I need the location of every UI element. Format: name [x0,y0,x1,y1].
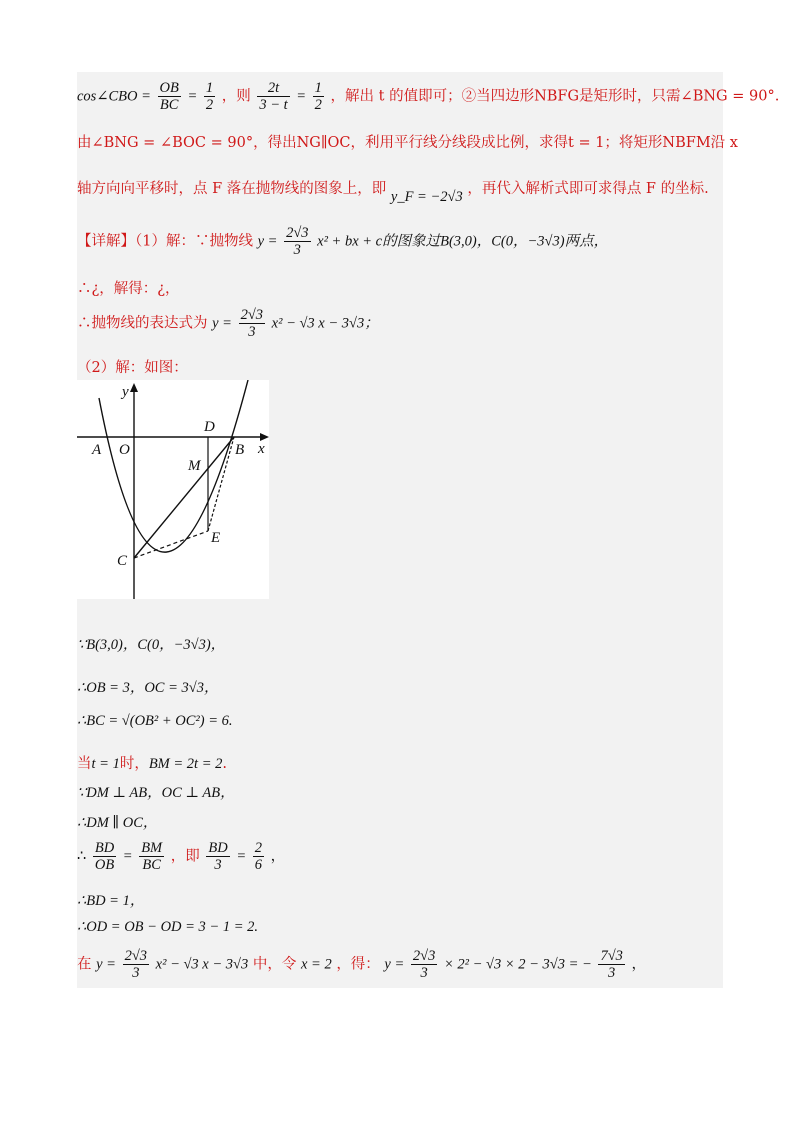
fraction-one-half: $\frac{1}{2}$ [205,80,214,113]
yf-value: y_F = −2√3 [390,189,463,205]
label-m: M [188,458,201,474]
label-b: B [235,442,245,458]
part2-heading: （2）解：如图： [77,360,188,376]
y-axis-arrow [130,383,138,392]
detail-tag: 【详解】 [77,233,135,250]
label-o: O [119,442,130,458]
label-y: y [122,384,129,400]
fraction-2t: $\frac{2t}{3 - t}$ [259,80,288,113]
label-a: A [92,442,102,458]
step-3: ∴BC = √(OB² + OC²) = 6. [77,713,233,729]
x-axis-arrow [260,433,269,441]
fraction-2root3-over-3: $\frac{2√3}{3}$ [286,225,309,258]
solve-line: ∴¿，解得：¿， [77,281,180,297]
label-e: E [211,530,221,546]
step-9: ∴OD = OB − OD = 3 − 1 = 2. [77,919,258,935]
step-2: ∴OB = 3，OC = 3√3， [77,680,219,696]
step-8: ∴BD = 1， [77,893,145,909]
step-10: 在 y = $\frac{2√3}{3}$ x² − √3 x − 3√3 中，令 x = 2 ，得： y = $\frac{2√3}{3}$ × 2² − √3 × 2 − 3√3 = − $\frac{7√3}{3}$ ， [77,948,647,981]
fraction-ob-bc: $\frac{OB}{BC}$ [159,80,179,113]
label-x: x [258,441,265,457]
cos-expression: cos∠CBO = [77,88,151,105]
analysis-line-3: 轴方向向平移时，点 F 落在抛物线的图象上，即 y_F = −2√3 ，再代入解析式即可求得点 F 的坐标. [77,181,709,205]
solution-part1: 【详解】（1）解：∵抛物线 y = $\frac{2√3}{3}$ x² + bx + c的图象过B(3,0)，C(0，−3√3)两点， [77,225,609,258]
segment-eb-dashed [208,437,234,531]
analysis-line-1: cos∠CBO = $\frac{OB}{BC}$ = $\frac{1}{2}$ ，则 $\frac{2t}{3 - t}$ = $\frac{1}{2}$ ，解出 t 的值即可；②当四边形NBFG是矩形时，只需∠BNG = 90°. [77,80,780,113]
step-6: ∴DM ∥ OC， [77,815,158,831]
step-4: 当t = 1时，BM = 2t = 2. [77,756,227,772]
step-1: ∵B(3,0)，C(0，−3√3)， [77,637,226,653]
figure-svg [77,380,269,599]
step-7: ∴ $\frac{BD}{OB}$ = $\frac{BM}{BC}$ ，即 $\frac{BD}{3}$ = $\frac{2}{6}$ ， [77,840,286,873]
parabola-expression: ∴抛物线的表达式为 y = $\frac{2√3}{3}$ x² − √3 x − 3√3； [77,307,379,340]
analysis-line-2: 由∠BNG = ∠BOC = 90°，得出NG∥OC，利用平行线分线段成比例，求得t = 1；将矩形NBFM沿 x [77,135,738,151]
step-5: ∵DM ⊥ AB，OC ⊥ AB， [77,785,235,801]
fraction-one-half-2: $\frac{1}{2}$ [314,80,322,113]
label-d: D [204,419,215,435]
parabola-figure [77,380,269,599]
label-c: C [117,553,128,569]
